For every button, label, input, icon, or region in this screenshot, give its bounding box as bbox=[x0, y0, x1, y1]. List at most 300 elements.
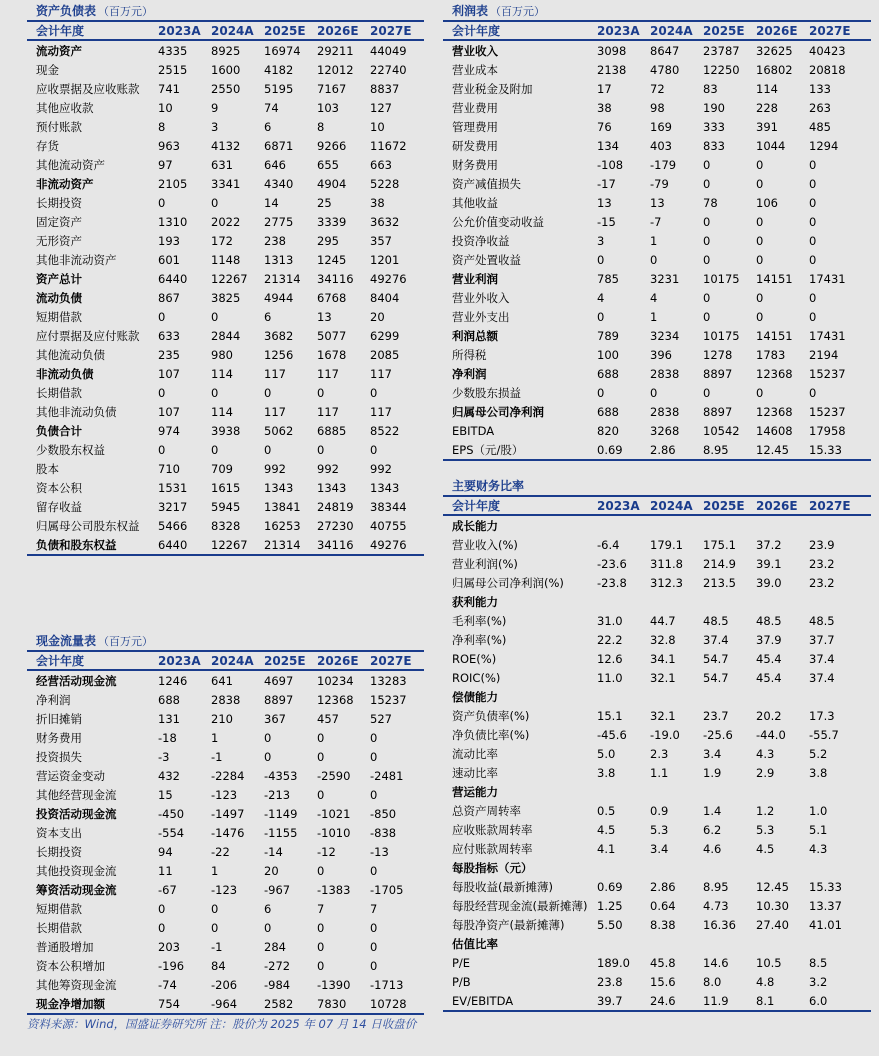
value-cell: 17431 bbox=[809, 271, 846, 286]
table-row bbox=[443, 934, 871, 953]
value-cell: 12.45 bbox=[756, 442, 789, 457]
row-label: 每股净资产(最新摊薄) bbox=[452, 917, 565, 932]
value-cell: -206 bbox=[211, 977, 238, 992]
value-cell: 15.33 bbox=[809, 442, 842, 457]
row-label: 投资净收益 bbox=[452, 233, 510, 248]
value-cell: -850 bbox=[370, 806, 397, 821]
row-label: 经营活动现金流 bbox=[36, 673, 117, 688]
value-cell: 32.1 bbox=[650, 670, 676, 685]
row-label: 其他流动资产 bbox=[36, 157, 105, 172]
value-cell: -18 bbox=[158, 730, 177, 745]
row-label: 资本公积 bbox=[36, 480, 82, 495]
value-cell: 98 bbox=[650, 100, 665, 115]
value-cell bbox=[703, 782, 756, 801]
value-cell bbox=[597, 592, 650, 611]
table-row bbox=[443, 991, 871, 1011]
value-cell: 5.3 bbox=[756, 822, 775, 837]
value-cell: 2105 bbox=[158, 176, 188, 191]
value-cell: 8404 bbox=[370, 290, 400, 305]
table-row bbox=[443, 250, 871, 269]
table-row bbox=[443, 782, 871, 801]
value-cell: 0 bbox=[211, 920, 219, 935]
value-cell: -964 bbox=[211, 996, 238, 1011]
value-cell bbox=[597, 515, 650, 535]
value-cell: 24.6 bbox=[650, 993, 676, 1008]
value-cell: 1.2 bbox=[756, 803, 775, 818]
value-cell: 134 bbox=[597, 138, 619, 153]
cash-flow-unit: （百万元） bbox=[98, 635, 154, 648]
value-cell: 0 bbox=[370, 730, 378, 745]
value-cell bbox=[650, 934, 703, 953]
value-cell: -1383 bbox=[317, 882, 351, 897]
table-row bbox=[443, 288, 871, 307]
value-cell: 3 bbox=[597, 233, 605, 248]
table-row bbox=[27, 785, 424, 804]
value-cell: 1783 bbox=[756, 347, 786, 362]
value-cell: 785 bbox=[597, 271, 619, 286]
value-cell: 1 bbox=[650, 309, 658, 324]
header-year-cell: 2026E bbox=[317, 653, 359, 668]
value-cell: 44049 bbox=[370, 43, 407, 58]
value-cell: 21314 bbox=[264, 271, 301, 286]
value-cell: 214.9 bbox=[703, 556, 736, 571]
value-cell bbox=[809, 782, 871, 801]
row-label: EPS（元/股） bbox=[452, 442, 524, 457]
value-cell: -196 bbox=[158, 958, 185, 973]
value-cell: 31.0 bbox=[597, 613, 623, 628]
value-cell: 833 bbox=[703, 138, 725, 153]
table-row bbox=[443, 763, 871, 782]
value-cell: 0 bbox=[317, 863, 325, 878]
value-cell: 38 bbox=[597, 100, 612, 115]
value-cell: 974 bbox=[158, 423, 180, 438]
value-cell: 23.8 bbox=[597, 974, 623, 989]
value-cell: 1615 bbox=[211, 480, 241, 495]
value-cell: 641 bbox=[211, 673, 233, 688]
value-cell: 4335 bbox=[158, 43, 188, 58]
value-cell: 7 bbox=[370, 901, 378, 916]
balance-sheet-table bbox=[27, 20, 424, 556]
value-cell: -123 bbox=[211, 787, 238, 802]
value-cell: 0 bbox=[264, 749, 272, 764]
value-cell: 0 bbox=[370, 920, 378, 935]
value-cell: 97 bbox=[158, 157, 173, 172]
value-cell: 1201 bbox=[370, 252, 400, 267]
value-cell: 13283 bbox=[370, 673, 407, 688]
value-cell: 0 bbox=[264, 385, 272, 400]
value-cell: 8925 bbox=[211, 43, 241, 58]
row-label: 应收票据及应收账款 bbox=[36, 81, 140, 96]
value-cell: 39.7 bbox=[597, 993, 623, 1008]
value-cell: 5195 bbox=[264, 81, 294, 96]
value-cell: 1294 bbox=[809, 138, 839, 153]
source-note: 资料来源：Wind，国盛证券研究所 注：股价为 2025 年 07 月 14 日收盘价 bbox=[27, 1017, 417, 1031]
row-label: 投资损失 bbox=[36, 749, 82, 764]
table-row bbox=[27, 956, 424, 975]
table-row bbox=[443, 877, 871, 896]
value-cell: 0 bbox=[703, 252, 711, 267]
value-cell: -1149 bbox=[264, 806, 298, 821]
value-cell: 0 bbox=[756, 309, 764, 324]
header-year-cell: 2023A bbox=[597, 23, 640, 38]
value-cell: 49276 bbox=[370, 271, 407, 286]
value-cell: -14 bbox=[264, 844, 283, 859]
table-row bbox=[27, 345, 424, 364]
value-cell: 12.6 bbox=[597, 651, 623, 666]
value-cell: 0 bbox=[809, 195, 817, 210]
value-cell: 8.38 bbox=[650, 917, 676, 932]
value-cell: 40423 bbox=[809, 43, 846, 58]
row-label: ROIC(%) bbox=[452, 670, 501, 685]
row-label: 固定资产 bbox=[36, 214, 82, 229]
value-cell: -2481 bbox=[370, 768, 404, 783]
value-cell: 29211 bbox=[317, 43, 354, 58]
value-cell: 6440 bbox=[158, 537, 188, 552]
value-cell: -1155 bbox=[264, 825, 298, 840]
value-cell: 0 bbox=[703, 290, 711, 305]
value-cell: 6 bbox=[264, 119, 272, 134]
row-label: 负债和股东权益 bbox=[36, 537, 117, 552]
value-cell: 7167 bbox=[317, 81, 347, 96]
header-year-cell: 2027E bbox=[370, 653, 412, 668]
row-label: 营业外支出 bbox=[452, 309, 510, 324]
value-cell: 0 bbox=[370, 863, 378, 878]
value-cell: 8 bbox=[158, 119, 166, 134]
row-label: 资产处置收益 bbox=[452, 252, 521, 267]
table-row bbox=[27, 288, 424, 307]
value-cell: 3.4 bbox=[703, 746, 722, 761]
value-cell: 4.1 bbox=[597, 841, 616, 856]
value-cell: 12267 bbox=[211, 537, 248, 552]
value-cell: 133 bbox=[809, 81, 831, 96]
value-cell bbox=[809, 687, 871, 706]
row-label: 现金净增加额 bbox=[36, 996, 105, 1011]
table-row bbox=[443, 630, 871, 649]
value-cell: 5.1 bbox=[809, 822, 828, 837]
balance-sheet-title: 资产负债表 （百万元） bbox=[36, 4, 154, 18]
value-cell: 601 bbox=[158, 252, 180, 267]
value-cell: 117 bbox=[317, 404, 339, 419]
row-label: EV/EBITDA bbox=[452, 993, 514, 1008]
table-row bbox=[443, 212, 871, 231]
value-cell: 655 bbox=[317, 157, 339, 172]
value-cell: -67 bbox=[158, 882, 177, 897]
row-label: 研发费用 bbox=[452, 138, 498, 153]
value-cell: 37.4 bbox=[809, 651, 835, 666]
value-cell bbox=[703, 687, 756, 706]
value-cell: 114 bbox=[211, 366, 233, 381]
value-cell: 1313 bbox=[264, 252, 294, 267]
value-cell: 37.4 bbox=[703, 632, 729, 647]
header-label-cell: 会计年度 bbox=[452, 24, 501, 38]
value-cell: 0 bbox=[703, 214, 711, 229]
table-row bbox=[27, 842, 424, 861]
value-cell: -2590 bbox=[317, 768, 351, 783]
table-row bbox=[443, 40, 871, 60]
value-cell: 5228 bbox=[370, 176, 400, 191]
value-cell bbox=[756, 934, 809, 953]
value-cell: -1021 bbox=[317, 806, 351, 821]
value-cell: 7830 bbox=[317, 996, 347, 1011]
row-label: 资本支出 bbox=[36, 825, 82, 840]
value-cell: 13841 bbox=[264, 499, 301, 514]
row-label: 速动比率 bbox=[452, 765, 498, 780]
value-cell: 0 bbox=[211, 309, 219, 324]
value-cell: 357 bbox=[370, 233, 392, 248]
table-row bbox=[443, 269, 871, 288]
table-row bbox=[443, 858, 871, 877]
value-cell bbox=[756, 515, 809, 535]
value-cell: 23787 bbox=[703, 43, 740, 58]
value-cell: 0 bbox=[317, 730, 325, 745]
row-label: 总资产周转率 bbox=[452, 803, 521, 818]
row-label: 现金 bbox=[36, 62, 59, 77]
value-cell: 7 bbox=[317, 901, 325, 916]
value-cell: 4.8 bbox=[756, 974, 775, 989]
value-cell: 16.36 bbox=[703, 917, 736, 932]
table-row bbox=[443, 440, 871, 460]
value-cell: 3341 bbox=[211, 176, 241, 191]
cash-flow-title: 现金流量表 （百万元） bbox=[36, 634, 154, 648]
value-cell: 32.8 bbox=[650, 632, 676, 647]
value-cell: 10175 bbox=[703, 271, 740, 286]
value-cell: -25.6 bbox=[703, 727, 733, 742]
table-row bbox=[27, 269, 424, 288]
row-label: 资产总计 bbox=[36, 271, 82, 286]
value-cell: 38344 bbox=[370, 499, 407, 514]
value-cell: 8897 bbox=[264, 692, 294, 707]
value-cell: 6299 bbox=[370, 328, 400, 343]
value-cell: 1148 bbox=[211, 252, 241, 267]
value-cell: 54.7 bbox=[703, 651, 729, 666]
value-cell: 23.2 bbox=[809, 556, 835, 571]
header-year-cell: 2025E bbox=[264, 23, 306, 38]
value-cell: 117 bbox=[264, 404, 286, 419]
value-cell: 754 bbox=[158, 996, 180, 1011]
value-cell: 0 bbox=[264, 920, 272, 935]
table-header-row bbox=[27, 651, 424, 670]
table-row bbox=[27, 60, 424, 79]
row-label: 净利率(%) bbox=[452, 632, 507, 647]
row-label: 非流动资产 bbox=[36, 176, 94, 191]
value-cell: 0 bbox=[650, 252, 658, 267]
value-cell: 32.1 bbox=[650, 708, 676, 723]
row-label: 其他筹资现金流 bbox=[36, 977, 117, 992]
value-cell bbox=[756, 782, 809, 801]
value-cell: 1343 bbox=[264, 480, 294, 495]
table-row bbox=[27, 747, 424, 766]
value-cell: 1.0 bbox=[809, 803, 828, 818]
row-label: 其他非流动负债 bbox=[36, 404, 117, 419]
table-row bbox=[443, 573, 871, 592]
value-cell: 0 bbox=[756, 214, 764, 229]
value-cell: 48.5 bbox=[756, 613, 782, 628]
value-cell: 14 bbox=[264, 195, 279, 210]
value-cell: 49276 bbox=[370, 537, 407, 552]
value-cell: 100 bbox=[597, 347, 619, 362]
row-label: 管理费用 bbox=[452, 119, 498, 134]
table-row bbox=[443, 915, 871, 934]
value-cell: 688 bbox=[597, 366, 619, 381]
value-cell: 114 bbox=[756, 81, 778, 96]
value-cell: 0 bbox=[809, 214, 817, 229]
value-cell: 527 bbox=[370, 711, 392, 726]
value-cell: 3268 bbox=[650, 423, 680, 438]
value-cell: 8.1 bbox=[756, 993, 775, 1008]
table-row bbox=[27, 861, 424, 880]
value-cell: 6768 bbox=[317, 290, 347, 305]
value-cell: 0 bbox=[703, 233, 711, 248]
table-row bbox=[27, 136, 424, 155]
value-cell: 238 bbox=[264, 233, 286, 248]
value-cell bbox=[650, 687, 703, 706]
value-cell: 4697 bbox=[264, 673, 294, 688]
value-cell: 4 bbox=[597, 290, 605, 305]
table-row bbox=[443, 972, 871, 991]
value-cell: 12368 bbox=[317, 692, 354, 707]
value-cell: 820 bbox=[597, 423, 619, 438]
value-cell: 4.3 bbox=[809, 841, 828, 856]
value-cell: 15237 bbox=[370, 692, 407, 707]
value-cell: 78 bbox=[703, 195, 718, 210]
value-cell: 5077 bbox=[317, 328, 347, 343]
value-cell bbox=[809, 858, 871, 877]
value-cell: 37.4 bbox=[809, 670, 835, 685]
value-cell: 210 bbox=[211, 711, 233, 726]
value-cell: -1497 bbox=[211, 806, 245, 821]
value-cell: 295 bbox=[317, 233, 339, 248]
row-label: 存货 bbox=[36, 138, 59, 153]
table-row bbox=[27, 193, 424, 212]
value-cell bbox=[703, 858, 756, 877]
row-label: 股本 bbox=[36, 461, 59, 476]
value-cell bbox=[809, 592, 871, 611]
value-cell: 0 bbox=[317, 920, 325, 935]
value-cell: 3231 bbox=[650, 271, 680, 286]
value-cell: 2582 bbox=[264, 996, 294, 1011]
value-cell: 14151 bbox=[756, 271, 793, 286]
value-cell: -2284 bbox=[211, 768, 245, 783]
header-year-cell: 2025E bbox=[703, 23, 745, 38]
value-cell bbox=[809, 515, 871, 535]
row-label: 其他经营现金流 bbox=[36, 787, 117, 802]
row-label: 成长能力 bbox=[452, 518, 498, 533]
table-row bbox=[27, 899, 424, 918]
table-row bbox=[443, 839, 871, 858]
row-label: 获利能力 bbox=[452, 594, 498, 609]
value-cell: 5062 bbox=[264, 423, 294, 438]
value-cell: 1246 bbox=[158, 673, 188, 688]
row-label: 少数股东权益 bbox=[36, 442, 105, 457]
table-row bbox=[27, 307, 424, 326]
value-cell: 2775 bbox=[264, 214, 294, 229]
value-cell: 17.3 bbox=[809, 708, 835, 723]
header-year-cell: 2024A bbox=[650, 23, 693, 38]
value-cell: 20818 bbox=[809, 62, 846, 77]
value-cell: 27230 bbox=[317, 518, 354, 533]
table-row bbox=[443, 820, 871, 839]
value-cell: -15 bbox=[597, 214, 616, 229]
value-cell: -4353 bbox=[264, 768, 298, 783]
value-cell bbox=[756, 687, 809, 706]
value-cell: 6871 bbox=[264, 138, 294, 153]
row-label: 营运能力 bbox=[452, 784, 498, 799]
value-cell: 12250 bbox=[703, 62, 740, 77]
value-cell: 72 bbox=[650, 81, 665, 96]
table-row bbox=[27, 478, 424, 497]
header-year-cell: 2024A bbox=[211, 653, 254, 668]
value-cell: 992 bbox=[370, 461, 392, 476]
value-cell bbox=[597, 858, 650, 877]
value-cell: 34116 bbox=[317, 537, 354, 552]
value-cell: 6.2 bbox=[703, 822, 722, 837]
row-label: 普通股增加 bbox=[36, 939, 94, 954]
table-row bbox=[443, 744, 871, 763]
value-cell: 37.9 bbox=[756, 632, 782, 647]
value-cell: 15.1 bbox=[597, 708, 623, 723]
table-row bbox=[27, 516, 424, 535]
value-cell: 11672 bbox=[370, 138, 407, 153]
value-cell: 3.8 bbox=[597, 765, 616, 780]
row-label: 营业利润 bbox=[452, 271, 498, 286]
value-cell: 44.7 bbox=[650, 613, 676, 628]
table-row bbox=[27, 918, 424, 937]
value-cell: 5.2 bbox=[809, 746, 828, 761]
header-label-cell: 会计年度 bbox=[452, 499, 501, 513]
value-cell: 1.4 bbox=[703, 803, 722, 818]
ratios-title: 主要财务比率 bbox=[452, 479, 525, 493]
table-row bbox=[443, 326, 871, 345]
table-row bbox=[443, 364, 871, 383]
value-cell: -1390 bbox=[317, 977, 351, 992]
value-cell: 4 bbox=[650, 290, 658, 305]
value-cell: 0 bbox=[211, 442, 219, 457]
value-cell: 8.95 bbox=[703, 442, 729, 457]
value-cell: 0 bbox=[756, 157, 764, 172]
header-year-cell: 2024A bbox=[211, 23, 254, 38]
value-cell: 0 bbox=[317, 385, 325, 400]
value-cell: 0 bbox=[370, 958, 378, 973]
value-cell bbox=[703, 592, 756, 611]
value-cell: 0 bbox=[809, 252, 817, 267]
header-year-cell: 2026E bbox=[317, 23, 359, 38]
value-cell: 0.69 bbox=[597, 442, 623, 457]
value-cell: -1 bbox=[211, 939, 223, 954]
table-row bbox=[27, 364, 424, 383]
value-cell: 48.5 bbox=[809, 613, 835, 628]
value-cell: 11.0 bbox=[597, 670, 623, 685]
value-cell: 0 bbox=[370, 385, 378, 400]
value-cell bbox=[703, 515, 756, 535]
value-cell: 20.2 bbox=[756, 708, 782, 723]
row-label: 留存收益 bbox=[36, 499, 82, 514]
value-cell: 203 bbox=[158, 939, 180, 954]
value-cell: 8897 bbox=[703, 404, 733, 419]
value-cell: 688 bbox=[597, 404, 619, 419]
value-cell: 4.5 bbox=[597, 822, 616, 837]
table-row bbox=[27, 690, 424, 709]
table-header-row bbox=[443, 21, 871, 40]
value-cell: -984 bbox=[264, 977, 291, 992]
value-cell: 2138 bbox=[597, 62, 627, 77]
row-label: 应付票据及应付账款 bbox=[36, 328, 140, 343]
value-cell: 1310 bbox=[158, 214, 188, 229]
row-label: P/B bbox=[452, 974, 471, 989]
table-row bbox=[443, 193, 871, 212]
value-cell: 4.73 bbox=[703, 898, 729, 913]
value-cell: 17 bbox=[597, 81, 612, 96]
row-label: 非流动负债 bbox=[36, 366, 94, 381]
